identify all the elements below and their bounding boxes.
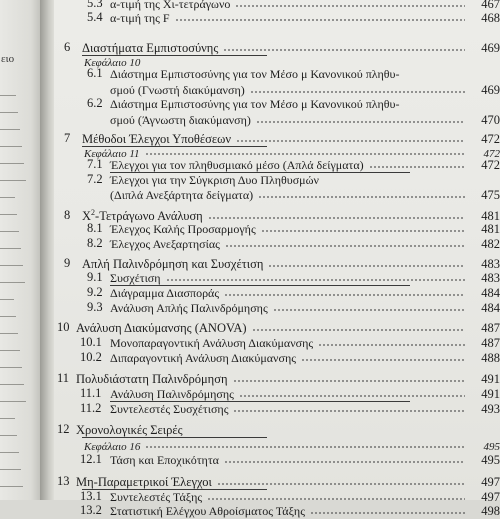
left-page-text-stub	[0, 248, 21, 249]
toc-entry-title: Συντελεστές Συσχέτισης	[110, 402, 229, 416]
dot-leader	[252, 328, 465, 332]
toc-entry-number: 6	[64, 40, 71, 54]
dot-leader	[310, 511, 465, 515]
toc-entry-page-number: 497	[481, 490, 500, 504]
toc-entry-page-number: 467	[481, 0, 500, 11]
dot-leader	[145, 445, 465, 449]
toc-entry-page-number: 469	[481, 83, 500, 97]
toc-entry-title: $X^2$-Τετράγωνο Ανάλυση	[82, 207, 203, 223]
toc-entry-title: Μη-Παραμετρικοί Έλεγχοι	[76, 475, 212, 489]
toc-entry-11-2	[54, 399, 500, 417]
dot-leader	[233, 409, 465, 413]
toc-entry-number: 12	[57, 422, 70, 436]
toc-entry-page-number: 495	[481, 453, 500, 467]
toc-entry-7-2b	[54, 185, 500, 203]
toc-entry-number: 6.1	[87, 66, 103, 80]
toc-entry-number: 5.3	[87, 0, 103, 10]
toc-entry-title: Ανάλυση Απλής Παλινδρόμησης	[110, 301, 268, 315]
left-page-text-stub	[0, 214, 17, 215]
toc-entry-page-number: 469	[481, 41, 500, 55]
left-page-text-stub	[0, 384, 24, 385]
toc-entry-title: Έλεγχοι για την Σύγκριση Δυο Πληθυσμών	[110, 173, 319, 187]
toc-entry-5-4	[54, 8, 500, 26]
toc-entry-number: 11	[57, 371, 70, 385]
toc-page	[54, 0, 500, 518]
toc-entry-number: 8	[64, 208, 71, 222]
toc-entry-number: 7	[64, 131, 71, 145]
toc-entry-title: Συσχέτιση	[110, 271, 161, 285]
toc-entry-page-number: 472	[483, 148, 500, 160]
toc-entry-number: 9	[64, 256, 71, 270]
left-page-text-stub	[0, 333, 18, 334]
toc-entry-page-number: 488	[481, 351, 500, 365]
toc-entry-page-number: 484	[481, 301, 500, 315]
toc-entry-page-number: 483	[481, 257, 500, 271]
toc-entry-number: 5.4	[87, 10, 103, 24]
toc-entry-title: Μονοπαραγοντική Ανάλυση Διακύμανσης	[110, 336, 314, 350]
toc-entry-number: 13	[57, 474, 70, 488]
dot-leader	[301, 358, 465, 362]
dot-leader	[324, 180, 465, 184]
toc-entry-title: Διάγραμμα Διασποράς	[110, 286, 220, 300]
toc-entry-title: Χρονολογικές Σειρές	[76, 423, 183, 437]
left-page-text-stub	[0, 418, 15, 419]
toc-entry-number: 9.1	[87, 270, 103, 284]
dot-leader	[261, 229, 465, 233]
toc-entry-title: Απλή Παλινδρόμηση και Συσχέτιση	[82, 257, 264, 271]
dot-leader	[166, 278, 465, 282]
left-page-text-stub	[0, 129, 20, 130]
toc-entry-title: α-τιμή της F	[110, 11, 170, 25]
toc-entry-title: Ανάλυση Παλινδρόμησης	[110, 387, 234, 401]
left-page-text-stub	[0, 401, 26, 402]
toc-entry-title: Διάστημα Εμπιστοσύνης για τον Μέσο μ Κανονικού πληθυ-	[110, 97, 400, 111]
toc-entry-title: Μέθοδοι Έλεγχοι Υποθέσεων	[82, 132, 231, 146]
toc-entry-number: 11.2	[80, 401, 102, 415]
dot-leader	[404, 74, 465, 78]
dot-leader	[239, 394, 465, 398]
toc-entry-page-number: 468	[481, 11, 500, 25]
left-page-text-stub	[0, 146, 22, 147]
left-page-text-stub	[0, 112, 18, 113]
left-page-text-stub	[0, 469, 21, 470]
toc-entry-title: Διπαραγοντική Ανάλυση Διακύμανσης	[110, 351, 296, 365]
toc-entry-title: Έλεγχοι για τον πληθυσμιακό μέσο (Απλά δείγματα)	[110, 158, 364, 172]
dot-leader	[217, 482, 465, 486]
toc-entry-page-number: 497	[481, 475, 500, 489]
toc-entry-title: Συντελεστές Τάξης	[110, 490, 203, 504]
toc-entry-page-number: 483	[481, 271, 500, 285]
dot-leader	[256, 120, 465, 124]
left-page-text-stub	[0, 452, 19, 453]
toc-entry-number: 13.1	[80, 489, 102, 503]
toc-entry-page-number: 481	[481, 222, 500, 236]
toc-entry-6-2b	[54, 110, 500, 128]
dot-leader	[404, 104, 465, 108]
toc-entry-number: 8.1	[87, 221, 103, 235]
dot-leader	[369, 165, 465, 169]
toc-entry-title: Έλεγχος Καλής Προσαρμογής	[110, 222, 256, 236]
toc-entry-title: (Διπλά Ανεξάρτητα δείγματα)	[110, 188, 254, 202]
toc-entry-10-2	[54, 348, 500, 366]
left-page-text-stub	[0, 265, 23, 266]
toc-entry-page-number: 495	[483, 441, 500, 453]
toc-entry-title: σμού (Γνωστή διακύμανση)	[110, 83, 245, 97]
left-page-text-stub	[0, 197, 15, 198]
dot-leader	[188, 430, 465, 434]
left-page-text-stub	[0, 231, 19, 232]
left-page-text-stub	[0, 486, 23, 487]
left-page-text-fragment: ειο	[1, 53, 15, 65]
toc-entry-title: Κεφάλαιο 11	[84, 148, 140, 160]
left-page-text-stub	[0, 95, 16, 96]
toc-entry-page-number: 484	[481, 286, 500, 300]
left-page-text-stub	[0, 350, 20, 351]
toc-entry-page-number: 491	[481, 387, 500, 401]
toc-entry-number: 12.1	[80, 452, 102, 466]
left-page-text-stub	[0, 180, 26, 181]
toc-entry-title: Στατιστική Ελέγχου Αθροίσματος Τάξης	[110, 504, 305, 518]
left-page-text-stub	[0, 435, 17, 436]
toc-entry-title: Ανάλυση Διακύμανσης (ANOVA)	[76, 321, 247, 335]
toc-entry-number: 10	[57, 320, 70, 334]
toc-entry-title: Διαστήματα Εμπιστοσύνης	[82, 41, 219, 55]
toc-entry-number: 13.2	[80, 503, 102, 517]
dot-leader	[233, 379, 466, 383]
toc-entry-page-number: 470	[481, 113, 500, 127]
dot-leader	[175, 18, 465, 22]
toc-entry-8-2	[54, 234, 500, 252]
toc-entry-number: 10.1	[80, 335, 102, 349]
toc-entry-number: 7.2	[87, 172, 103, 186]
toc-entry-number: 8.2	[87, 236, 103, 250]
toc-entry-page-number: 498	[481, 504, 500, 518]
toc-entry-number: 6.2	[87, 96, 103, 110]
dot-leader	[318, 343, 465, 347]
toc-entry-title: Τάση και Εποχικότητα	[110, 453, 219, 467]
toc-entry-number: 9.2	[87, 285, 103, 299]
toc-entry-page-number: 472	[481, 132, 500, 146]
toc-entry-page-number: 491	[481, 372, 500, 386]
left-page-text-stub	[0, 316, 16, 317]
toc-entry-title: σμού (Άγνωστη διακύμανση)	[110, 113, 251, 127]
left-page-text-stub	[0, 282, 25, 283]
toc-entry-page-number: 493	[481, 402, 500, 416]
toc-entry-12-1	[54, 450, 500, 468]
toc-entry-9-3	[54, 298, 500, 316]
dot-leader	[224, 293, 465, 297]
dot-leader	[273, 308, 465, 312]
toc-entry-page-number: 487	[481, 321, 500, 335]
toc-entry-title: Έλεγχος Ανεξαρτησίας	[110, 237, 220, 251]
toc-entry-title: Κεφάλαιο 16	[84, 441, 141, 453]
toc-entry-page-number: 472	[481, 158, 500, 172]
left-page-text-stub	[0, 367, 22, 368]
dot-leader	[258, 195, 465, 199]
toc-entry-page-number: 481	[481, 209, 500, 223]
toc-entry-number: 7.1	[87, 157, 103, 171]
left-page-text-stub	[0, 299, 14, 300]
toc-entry-title: Διάστημα Εμπιστοσύνης για τον Μέσο μ Κανονικού πληθυ-	[110, 67, 400, 81]
toc-entry-page-number: 475	[481, 188, 500, 202]
left-page-text-stub	[0, 163, 24, 164]
toc-entry-number: 10.2	[80, 350, 102, 364]
dot-leader	[225, 244, 465, 248]
toc-entry-13-2	[54, 501, 500, 519]
toc-entry-number: 11.1	[80, 386, 102, 400]
toc-entry-title: α-τιμή της Χι-τετράγωνο	[110, 0, 231, 11]
toc-entry-title: Πολυδιάστατη Παλινδρόμηση	[76, 372, 228, 386]
dot-leader	[224, 460, 465, 464]
toc-entry-title: Κεφάλαιο 10	[84, 57, 141, 69]
toc-entry-page-number: 487	[481, 336, 500, 350]
left-page-edge	[0, 0, 44, 500]
toc-entry-page-number: 482	[481, 237, 500, 251]
toc-entry-number: 9.3	[87, 300, 103, 314]
